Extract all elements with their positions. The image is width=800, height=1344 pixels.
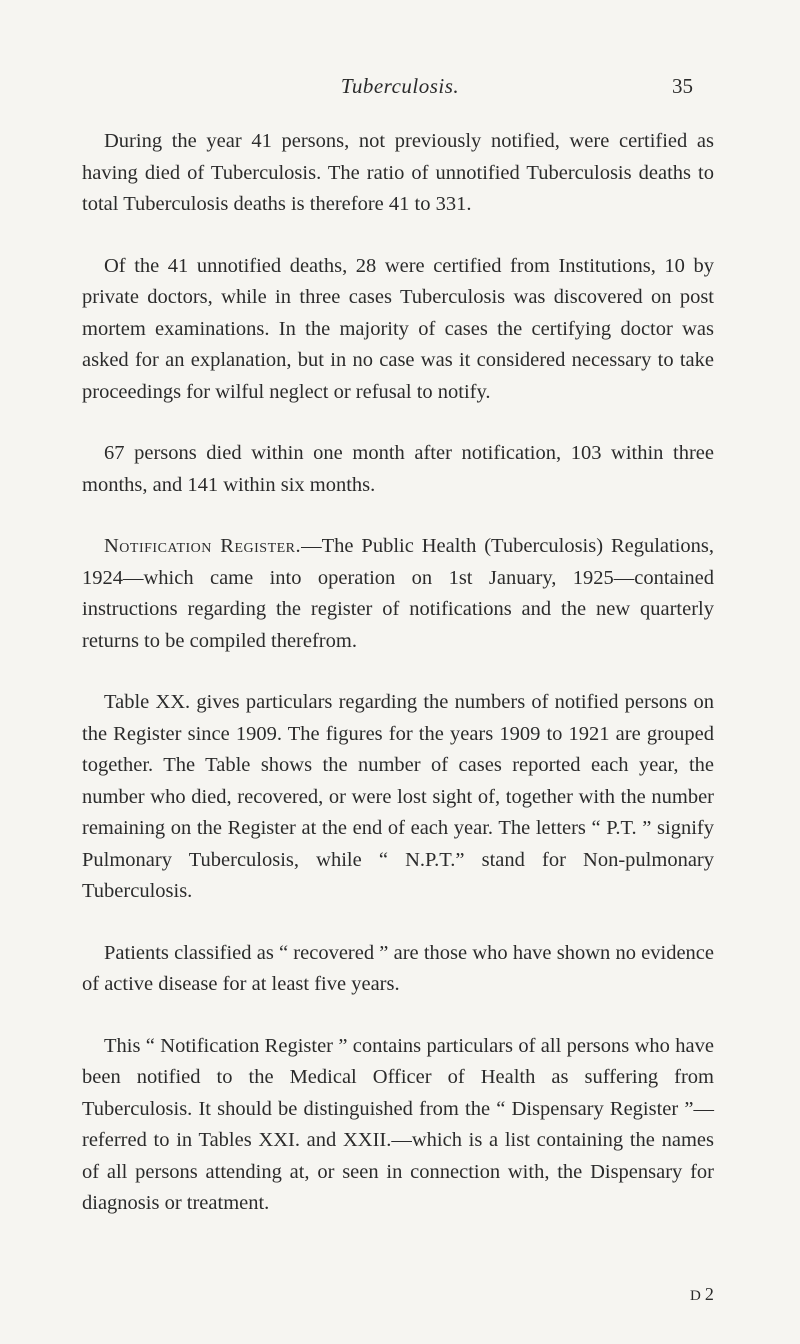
section-lead: Notification Register.: [104, 535, 302, 557]
signature-mark: [690, 1284, 714, 1305]
paragraph: [82, 938, 714, 1001]
paragraph: [82, 1031, 714, 1220]
paragraph-text: Of the 41 unnotified deaths, 28 were certified from Institutions, 10 by private doctors, while in three cases Tuberculosis was discovered on post mortem examinations. In the majority of cases the certifying doctor was asked for an explanation, but in no case was it considered necessary to take proceedings for wilful neglect or refusal to notify.: [82, 254, 714, 403]
page-number: 35: [672, 74, 693, 98]
paragraph-text: Patients classified as “ recovered ” are those who have shown no evidence of active disease for at least five years.: [82, 941, 714, 995]
signature-number: 2: [704, 1284, 714, 1304]
paragraph-text: 67 persons died within one month after notification, 103 within three months, and 141 within six months.: [82, 442, 714, 496]
paragraph: [82, 687, 714, 908]
paragraph: [82, 531, 714, 657]
body-text: [82, 126, 714, 1250]
paragraph: [82, 438, 714, 501]
paragraph: [82, 251, 714, 409]
paragraph-text: —The Public Health (Tuberculosis) Regulations, 1924—which came into operation on 1st January, 1925—contained instructions regarding the register of notifications and the new quarterly returns to be compiled therefrom.: [82, 535, 714, 652]
paragraph-text: This “ Notification Register ” contains particulars of all persons who have been notified to the Medical Officer of Health as suffering from Tuberculosis. It should be distinguished from the “ Dispensary Register ”—referred to in Tables XXI. and XXII.—which is a list containing the names of all persons attending at, or seen in connection with, the Dispensary for diagnosis or treatment.: [82, 1034, 714, 1214]
signature-letter: D: [690, 1288, 701, 1304]
paragraph-text: Table XX. gives particulars regarding the numbers of notified persons on the Register since 1909. The figures for the years 1909 to 1921 are grouped together. The Table shows the number of cases reported each year, the number who died, recovered, or were lost sight of, together with the number remaining on the Register at the end of each year. The letters “ P.T. ” signify Pulmonary Tuberculosis, while “ N.P.T.” stand for Non-pulmonary Tuberculosis.: [82, 691, 714, 902]
paragraph: [82, 126, 714, 221]
paragraph-text: During the year 41 persons, not previously notified, were certified as having died of Tuberculosis. The ratio of unnotified Tuberculosis deaths to total Tuberculosis deaths is therefore 41 to 331.: [82, 130, 714, 215]
running-title: Tuberculosis.: [340, 74, 460, 98]
